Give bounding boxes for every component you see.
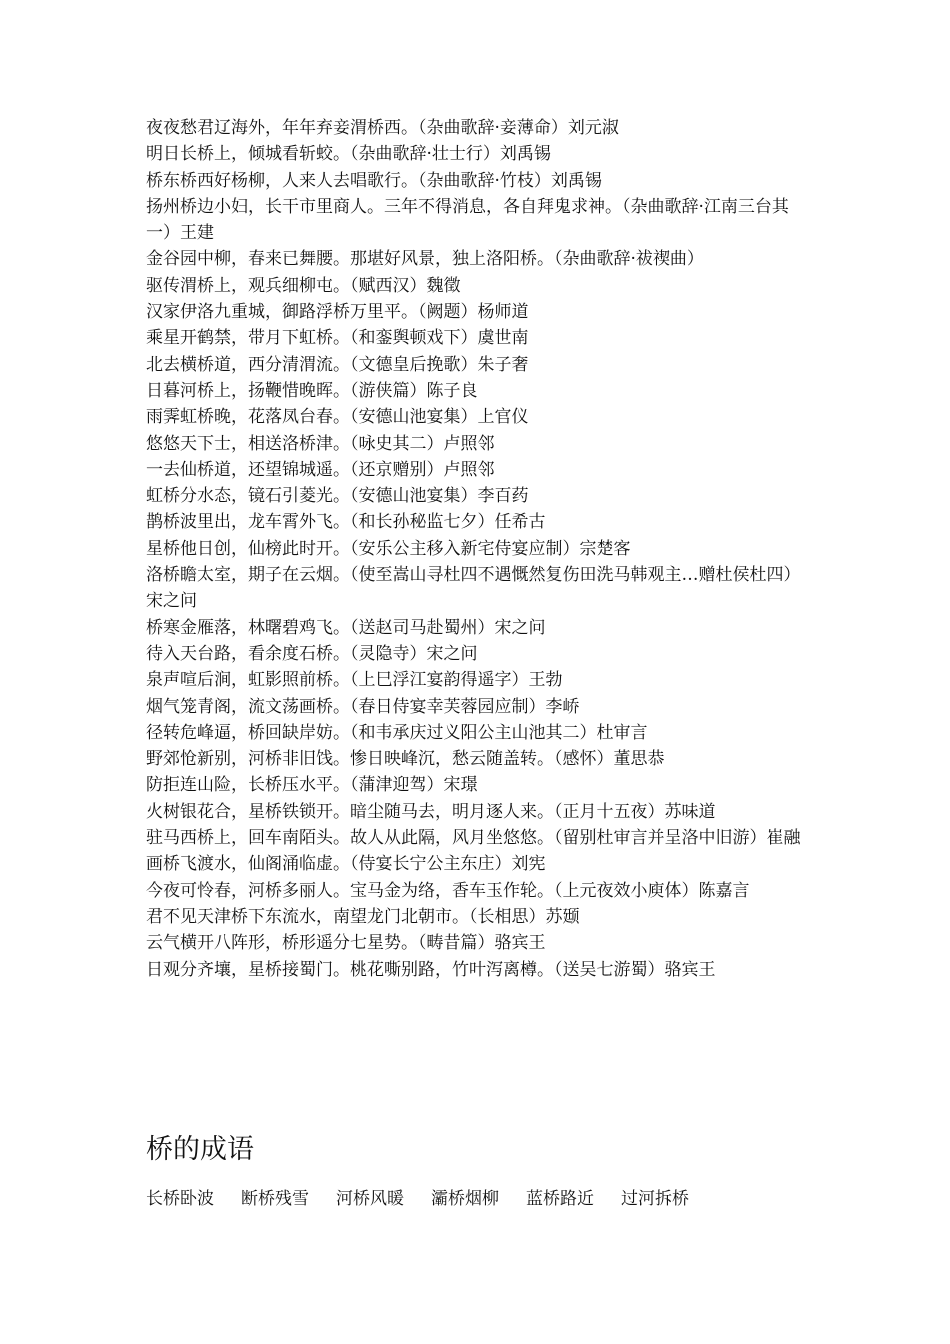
poem-line: 日观分齐壤，星桥接蜀门。桃花嘶别路，竹叶泻离樽。（送吴七游蜀）骆宾王 [146,959,716,980]
poem-line: 北去横桥道，西分清渭流。（文德皇后挽歌）朱子奢 [146,354,529,375]
poem-line: 云气横开八阵形，桥形遥分七星势。（畴昔篇）骆宾王 [146,933,546,954]
poem-line: 驱传渭桥上，观兵细柳屯。（赋西汉）魏徵 [146,275,461,296]
poem-line: 夜夜愁君辽海外，年年弃妾渭桥西。（杂曲歌辞·妾薄命）刘元淑 [146,118,619,138]
poem-line: 虹桥分水态，镜石引菱光。（安德山池宴集）李百药 [146,486,529,507]
idiom-item: 河桥风暖 [336,1189,404,1209]
poem-line: 日暮河桥上，扬鞭惜晚晖。（游侠篇）陈子良 [146,380,478,401]
poem-line: 火树银花合，星桥铁锁开。暗尘随马去，明月逐人来。（正月十五夜）苏味道 [146,801,716,822]
poem-line: 君不见天津桥下东流水，南望龙门北朝市。（长相思）苏颋 [146,906,580,927]
poem-line: 星桥他日创，仙榜此时开。（安乐公主移入新宅侍宴应制）宗楚客 [146,538,631,559]
poem-line: 烟气笼青阁，流文荡画桥。（春日侍宴幸芙蓉园应制）李峤 [146,696,580,717]
poem-line: 驻马西桥上，回车南陌头。故人从此隔，风月坐悠悠。（留别杜审言并呈洛中旧游）崔融 [146,828,801,849]
idiom-item: 灞桥烟柳 [431,1189,499,1209]
poem-line: 洛桥瞻太室，期子在云烟。（使至嵩山寻杜四不遇慨然复伤田洗马韩观主…赠杜侯杜四）宋之问 [146,565,801,612]
poem-line: 桥寒金雁落，林曙碧鸡飞。（送赵司马赴蜀州）宋之问 [146,617,546,638]
poem-line: 汉家伊洛九重城，御路浮桥万里平。（阙题）杨师道 [146,302,529,323]
poem-line-list [146,115,812,983]
idiom-item: 断桥残雪 [241,1189,309,1209]
section-title: 桥的成语 [146,1134,254,1165]
poem-line: 明日长桥上，倾城看斩蛟。（杂曲歌辞·壮士行）刘禹锡 [146,144,551,165]
poem-line: 泉声喧后涧，虹影照前桥。（上巳浮江宴韵得遥字）王勃 [146,670,563,691]
poem-line: 野郊怆新别，河桥非旧饯。惨日映峰沉，愁云随盖转。（感怀）董思恭 [146,749,665,770]
poem-line: 一去仙桥道，还望锦城遥。（还京赠别）卢照邻 [146,459,495,480]
poem-line: 径转危峰逼，桥回缺岸妨。（和韦承庆过义阳公主山池其二）杜审言 [146,722,648,743]
poem-line: 今夜可怜春，河桥多丽人。宝马金为络，香车玉作轮。（上元夜效小庾体）陈嘉言 [146,880,750,901]
poem-line: 雨霁虹桥晚，花落凤台春。（安德山池宴集）上官仪 [146,407,529,428]
idiom-list [146,1186,812,1212]
poem-line: 待入天台路，看余度石桥。（灵隐寺）宋之问 [146,643,478,664]
poem-line: 悠悠天下士，相送洛桥津。（咏史其二）卢照邻 [146,433,495,454]
poem-line: 金谷园中柳，春来已舞腰。那堪好风景，独上洛阳桥。（杂曲歌辞·祓禊曲） [146,249,704,270]
poem-line: 画桥飞渡水，仙阁涌临虚。（侍宴长宁公主东庄）刘宪 [146,854,546,875]
poem-line: 鹊桥波里出，龙车霄外飞。（和长孙秘监七夕）任希古 [146,512,546,533]
idiom-item: 蓝桥路近 [526,1189,594,1209]
idiom-item: 过河拆桥 [621,1189,689,1209]
poem-line: 防拒连山险，长桥压水平。（蒲津迎驾）宋璟 [146,775,478,796]
poem-line: 扬州桥边小妇，长干市里商人。三年不得消息，各自拜鬼求神。（杂曲歌辞·江南三台其一）王建 [146,196,789,244]
idiom-item: 长桥卧波 [146,1189,214,1209]
poem-line: 桥东桥西好杨柳，人来人去唱歌行。（杂曲歌辞·竹枝）刘禹锡 [146,170,602,191]
poem-line: 乘星开鹤禁，带月下虹桥。（和銮舆顿戏下）虞世南 [146,328,529,349]
